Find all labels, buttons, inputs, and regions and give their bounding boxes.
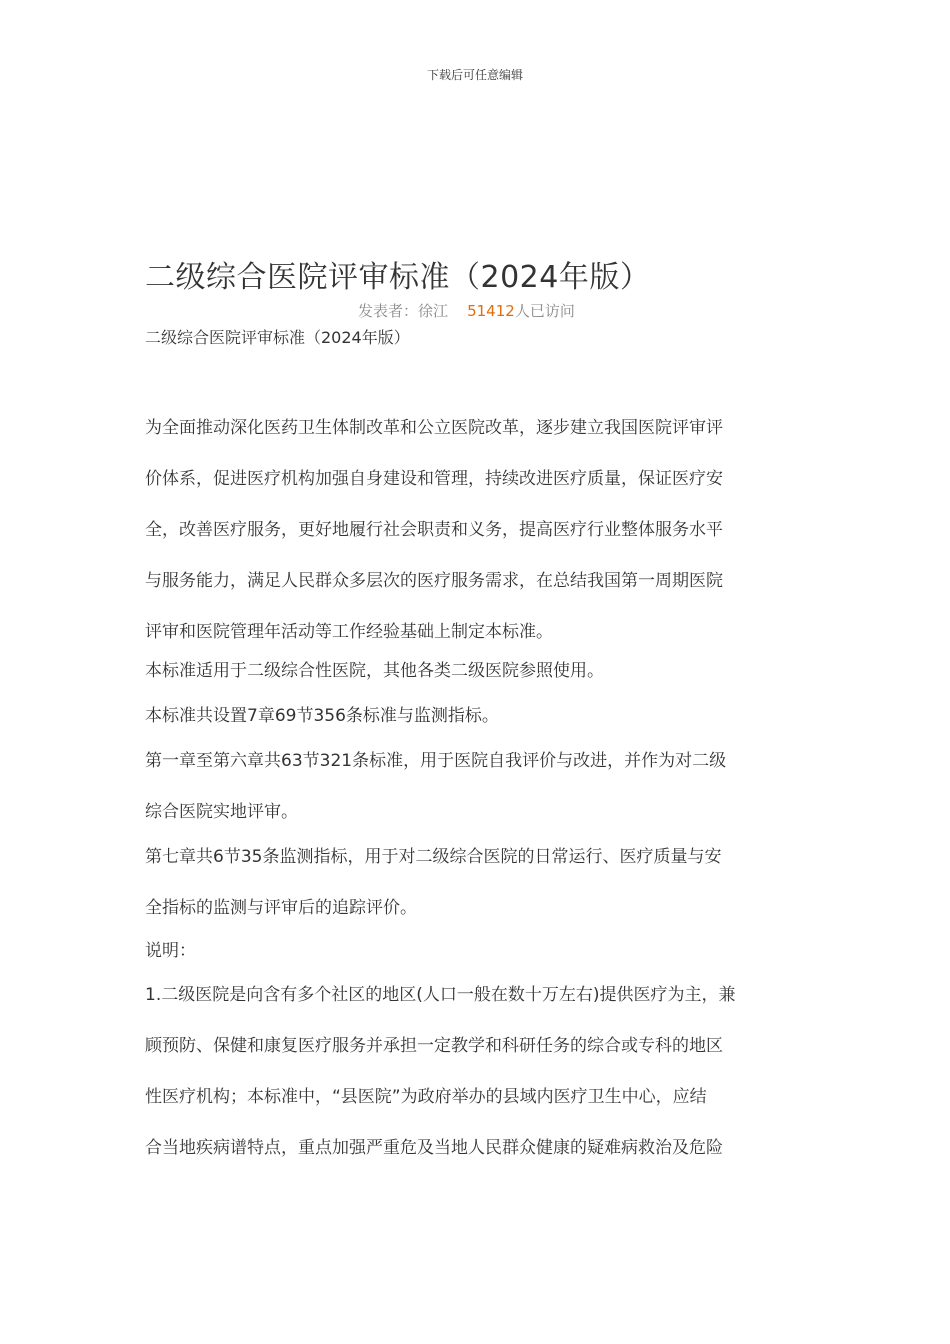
- text-line: 合当地疾病谱特点，重点加强严重危及当地人民群众健康的疑难病救治及危险: [145, 1138, 723, 1158]
- text-line: 价体系，促进医疗机构加强自身建设和管理，持续改进医疗质量，保证医疗安: [145, 469, 723, 489]
- text-line: 为全面推动深化医药卫生体制改革和公立医院改革，逐步建立我国医院评审评: [145, 418, 723, 438]
- subtitle: 二级综合医院评审标准（2024年版）: [145, 328, 410, 347]
- text-line: 顾预防、保健和康复医疗服务并承担一定教学和科研任务的综合或专科的地区: [145, 1036, 723, 1056]
- text-line: 评审和医院管理年活动等工作经验基础上制定本标准。: [145, 622, 553, 642]
- text-line: 本标准共设置7章69节356条标准与监测指标。: [145, 706, 499, 726]
- byline: [358, 300, 575, 321]
- text-line: 与服务能力，满足人民群众多层次的医疗服务需求，在总结我国第一周期医院: [145, 571, 723, 591]
- author-label: 发表者：徐江: [358, 302, 449, 320]
- text-line: 1.二级医院是向含有多个社区的地区(人口一般在数十万左右)提供医疗为主，兼: [145, 985, 736, 1005]
- notes-label: [145, 941, 810, 961]
- chapter-7-paragraph: [145, 847, 810, 918]
- text-line: 说明：: [145, 941, 196, 961]
- text-line: 全指标的监测与评审后的追踪评价。: [145, 898, 417, 918]
- text-line: 第七章共6节35条监测指标，用于对二级综合医院的日常运行、医疗质量与安: [145, 847, 722, 867]
- header-note: 下载后可任意编辑: [426, 68, 523, 82]
- text-line: 本标准适用于二级综合性医院，其他各类二级医院参照使用。: [145, 661, 604, 681]
- visit-suffix: 人已访问: [514, 302, 575, 320]
- text-line: 性医疗机构；本标准中，“县医院”为政府举办的县域内医疗卫生中心，应结: [145, 1087, 707, 1107]
- chapters-1-6-paragraph: [145, 751, 810, 822]
- note-1-paragraph: [145, 985, 810, 1158]
- visit-count: 51412: [467, 302, 515, 320]
- intro-paragraph: [145, 418, 810, 642]
- text-line: 综合医院实地评审。: [145, 802, 298, 822]
- text-line: 第一章至第六章共63节321条标准，用于医院自我评价与改进，并作为对二级: [145, 751, 727, 771]
- text-line: 全，改善医疗服务，更好地履行社会职责和义务，提高医疗行业整体服务水平: [145, 520, 723, 540]
- structure-paragraph: [145, 706, 810, 726]
- scope-paragraph: [145, 661, 810, 681]
- page-title: 二级综合医院评审标准（2024年版）: [145, 260, 651, 295]
